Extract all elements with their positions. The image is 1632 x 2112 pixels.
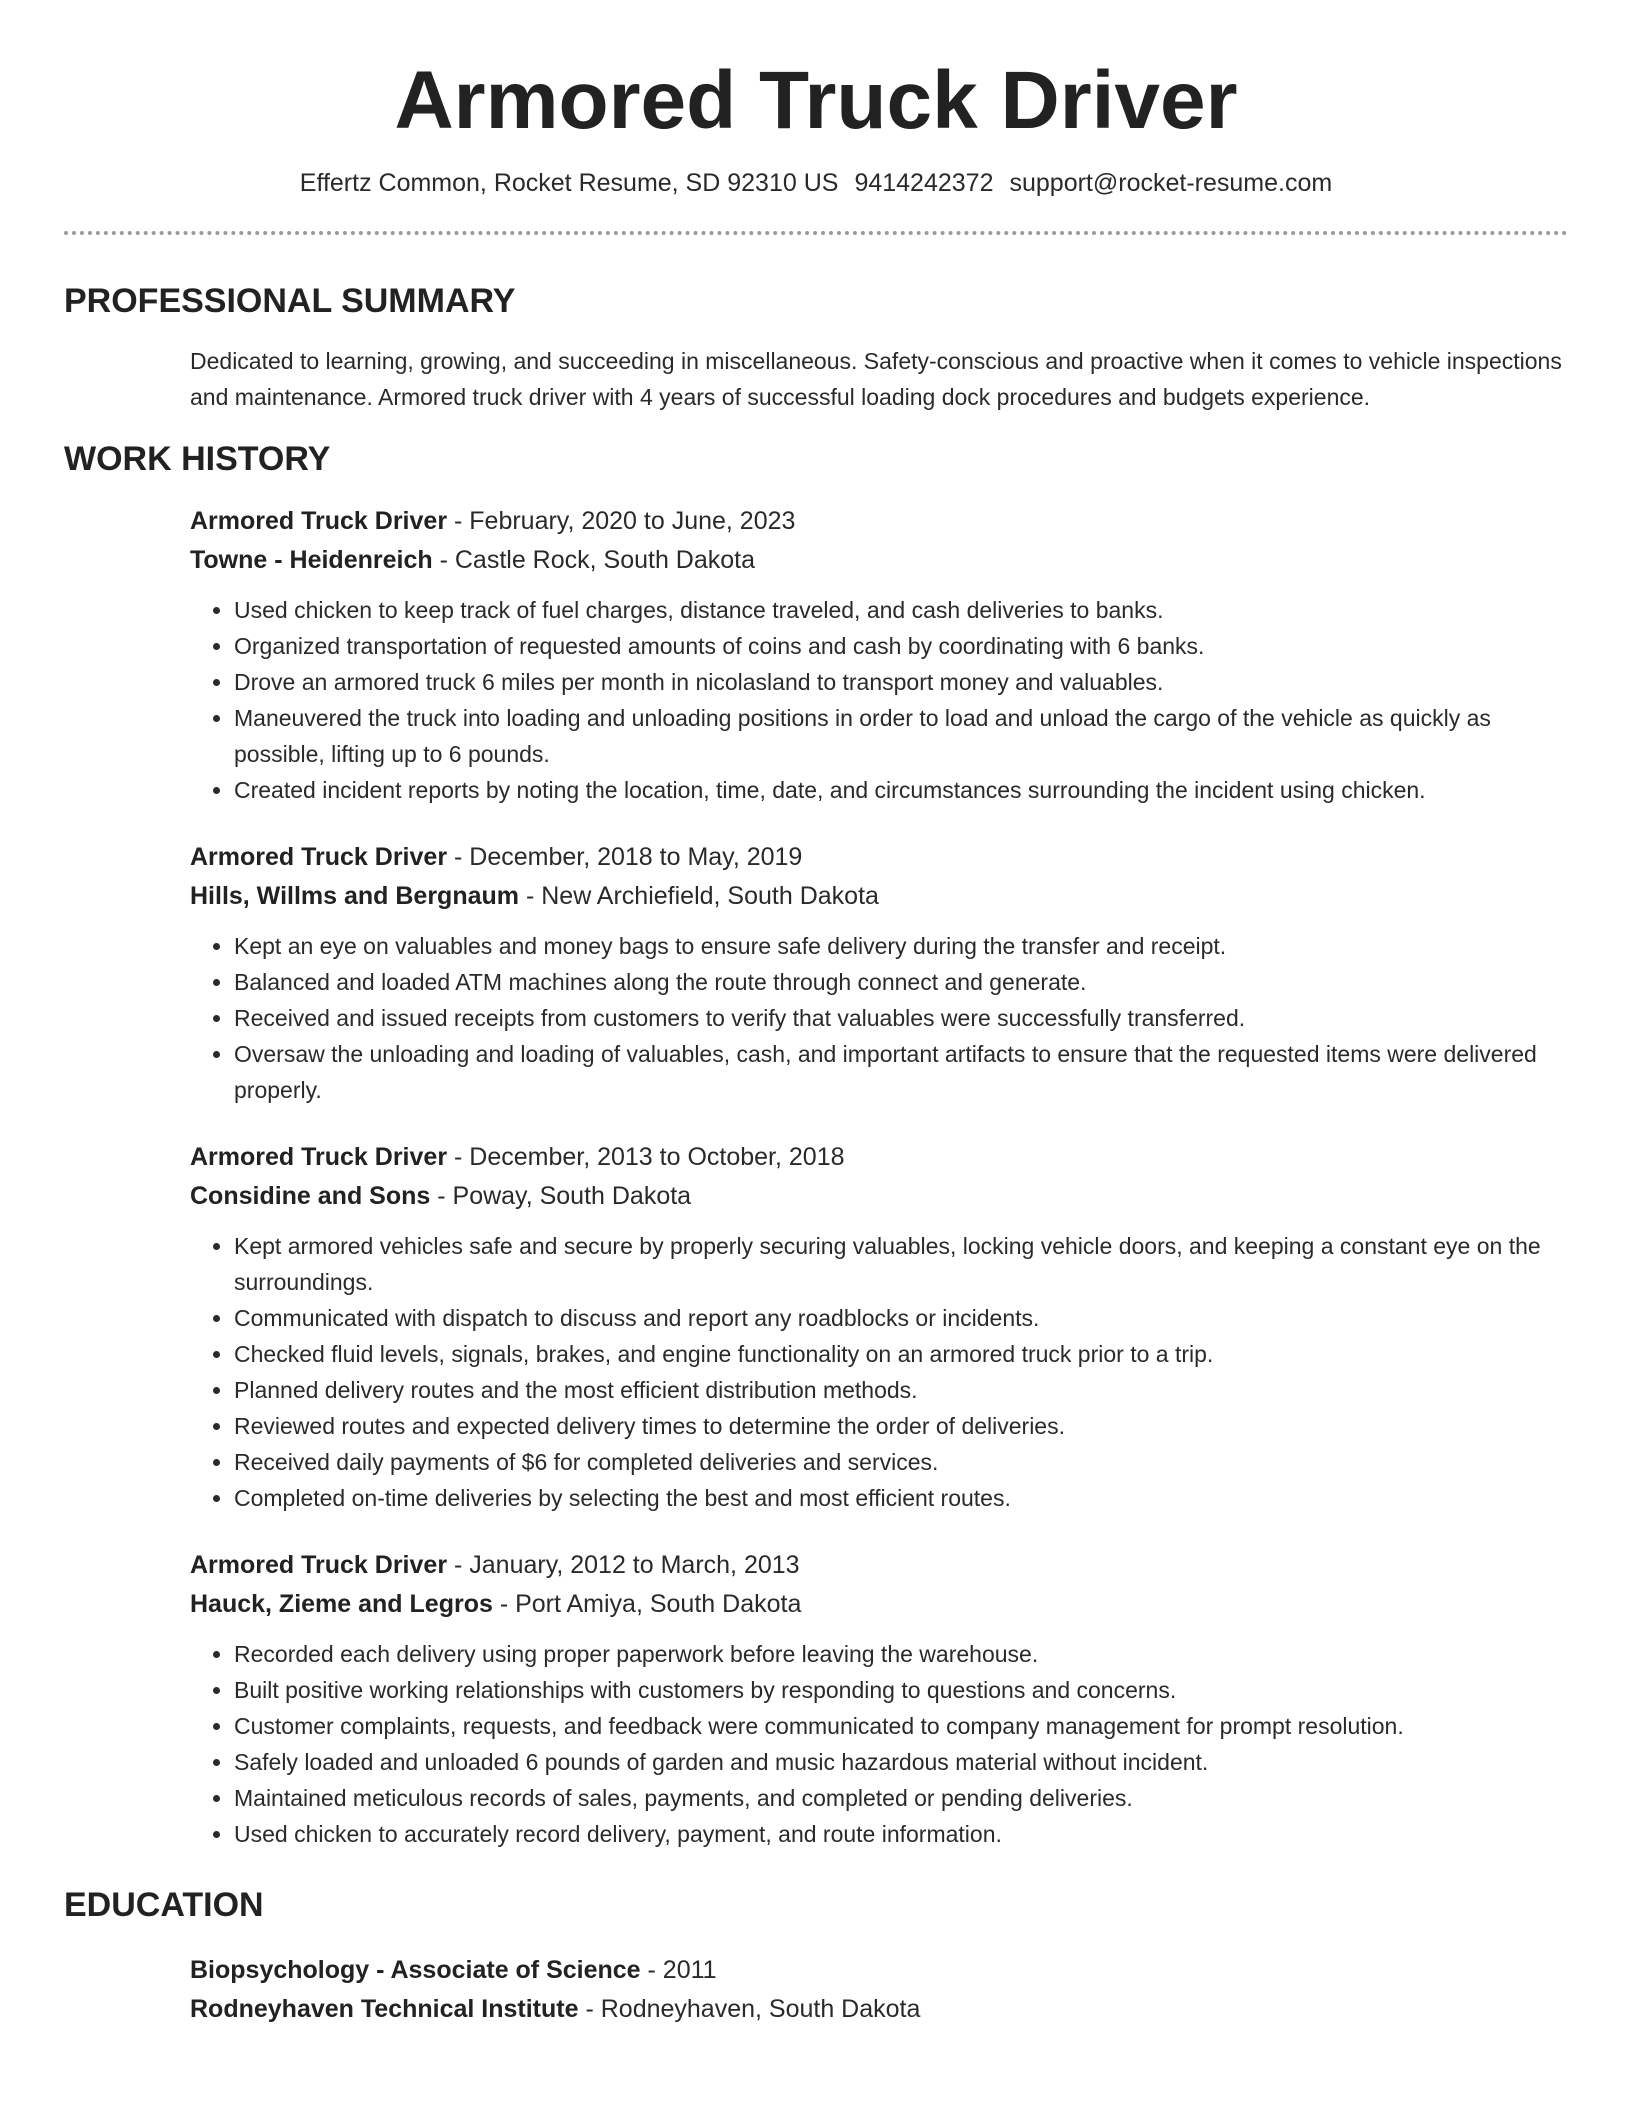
job-location: - Poway, South Dakota [430,1182,692,1210]
education-school-line [190,1990,1568,2029]
job-bullet: • Kept armored vehicles safe and secure by properly securing valuables, locking vehicle doors, and keeping a constant eye on the surroundings. [234,1228,1568,1300]
work-history-heading: WORK HISTORY [64,440,331,478]
job-dates: - January, 2012 to March, 2013 [447,1551,800,1579]
job-company: Hauck, Zieme and Legros [190,1590,493,1618]
job-title-line [190,1546,1568,1585]
job-bullet: • Organized transportation of requested amounts of coins and cash by coordinating with 6 banks. [234,628,1568,664]
job-position: Armored Truck Driver [190,1551,448,1579]
job-entry [190,838,1568,1108]
job-bullet: • Checked fluid levels, signals, brakes, and engine functionality on an armored truck prior to a trip. [234,1336,1568,1372]
job-bullet: • Communicated with dispatch to discuss and report any roadblocks or incidents. [234,1300,1568,1336]
job-bullets [190,1228,1568,1516]
job-entry [190,1138,1568,1516]
job-bullet: • Safely loaded and unloaded 6 pounds of garden and music hazardous material without incident. [234,1744,1568,1780]
job-bullet: • Received and issued receipts from customers to verify that valuables were successfully transferred. [234,1000,1568,1036]
job-bullet: • Kept an eye on valuables and money bags to ensure safe delivery during the transfer and receipt. [234,928,1568,964]
job-bullet: • Drove an armored truck 6 miles per month in nicolasland to transport money and valuables. [234,664,1568,700]
job-bullet: • Customer complaints, requests, and feedback were communicated to company management for prompt resolution. [234,1708,1568,1744]
job-position: Armored Truck Driver [190,1143,448,1171]
header-divider [64,231,1568,235]
job-bullet: • Used chicken to accurately record delivery, payment, and route information. [234,1816,1568,1852]
education-school: Rodneyhaven Technical Institute [190,1995,579,2023]
job-bullet: • Used chicken to keep track of fuel charges, distance traveled, and cash deliveries to banks. [234,592,1568,628]
job-title-line [190,1138,1568,1177]
job-position: Armored Truck Driver [190,507,448,535]
contact-phone: 9414242372 [854,169,994,197]
job-bullets [190,592,1568,808]
job-company: Considine and Sons [190,1182,431,1210]
job-location: - Castle Rock, South Dakota [432,546,756,574]
job-bullets [190,928,1568,1108]
job-entry [190,502,1568,808]
education-heading: EDUCATION [64,1886,264,1924]
job-bullet: • Maneuvered the truck into loading and unloading positions in order to load and unload the cargo of the vehicle as quickly as possible, lifting up to 6 pounds. [234,700,1568,772]
job-dates: - February, 2020 to June, 2023 [447,507,796,535]
job-bullet: • Oversaw the unloading and loading of valuables, cash, and important artifacts to ensure that the requested items were delivered properly. [234,1036,1568,1108]
education-degree: Biopsychology - Associate of Science [190,1956,641,1984]
contact-address: Effertz Common, Rocket Resume, SD 92310 US [299,169,839,197]
education-year: - 2011 [640,1956,717,1984]
job-bullet: • Recorded each delivery using proper paperwork before leaving the warehouse. [234,1636,1568,1672]
education-location: - Rodneyhaven, South Dakota [578,1995,921,2023]
resume-name: Armored Truck Driver [394,55,1238,146]
job-dates: - December, 2018 to May, 2019 [447,843,803,871]
job-company-line [190,877,1568,916]
job-bullet: • Maintained meticulous records of sales, payments, and completed or pending deliveries. [234,1780,1568,1816]
job-bullet: • Built positive working relationships with customers by responding to questions and concerns. [234,1672,1568,1708]
job-company-line [190,1585,1568,1624]
job-company-line [190,541,1568,580]
job-company-line [190,1177,1568,1216]
job-bullet: • Reviewed routes and expected delivery times to determine the order of deliveries. [234,1408,1568,1444]
job-bullet: • Completed on-time deliveries by selecting the best and most efficient routes. [234,1480,1568,1516]
job-position: Armored Truck Driver [190,843,448,871]
job-entry [190,1546,1568,1852]
job-company: Towne - Heidenreich [190,546,433,574]
job-location: - New Archiefield, South Dakota [519,882,879,910]
job-location: - Port Amiya, South Dakota [492,1590,802,1618]
job-bullet: • Planned delivery routes and the most efficient distribution methods. [234,1372,1568,1408]
education-degree-line [190,1951,1568,1990]
job-bullets [190,1636,1568,1852]
resume-page [64,0,1568,2029]
contact-line [64,168,1568,198]
job-bullet: • Received daily payments of $6 for completed deliveries and services. [234,1444,1568,1480]
job-title-line [190,838,1568,877]
summary-heading: PROFESSIONAL SUMMARY [64,282,516,320]
job-bullet: • Balanced and loaded ATM machines along the route through connect and generate. [234,964,1568,1000]
job-title-line [190,502,1568,541]
summary-text: Dedicated to learning, growing, and succeeding in miscellaneous. Safety-conscious and proactive when it comes to vehicle inspections and maintenance. Armored truck driver with 4 years of successful loading dock procedures and budgets experience. [190,348,1562,410]
contact-email: support@rocket-resume.com [1009,169,1333,197]
job-bullet: • Created incident reports by noting the location, time, date, and circumstances surrounding the incident using chicken. [234,772,1568,808]
job-dates: - December, 2013 to October, 2018 [447,1143,845,1171]
job-company: Hills, Willms and Bergnaum [190,882,520,910]
education-entry [190,1951,1568,2029]
